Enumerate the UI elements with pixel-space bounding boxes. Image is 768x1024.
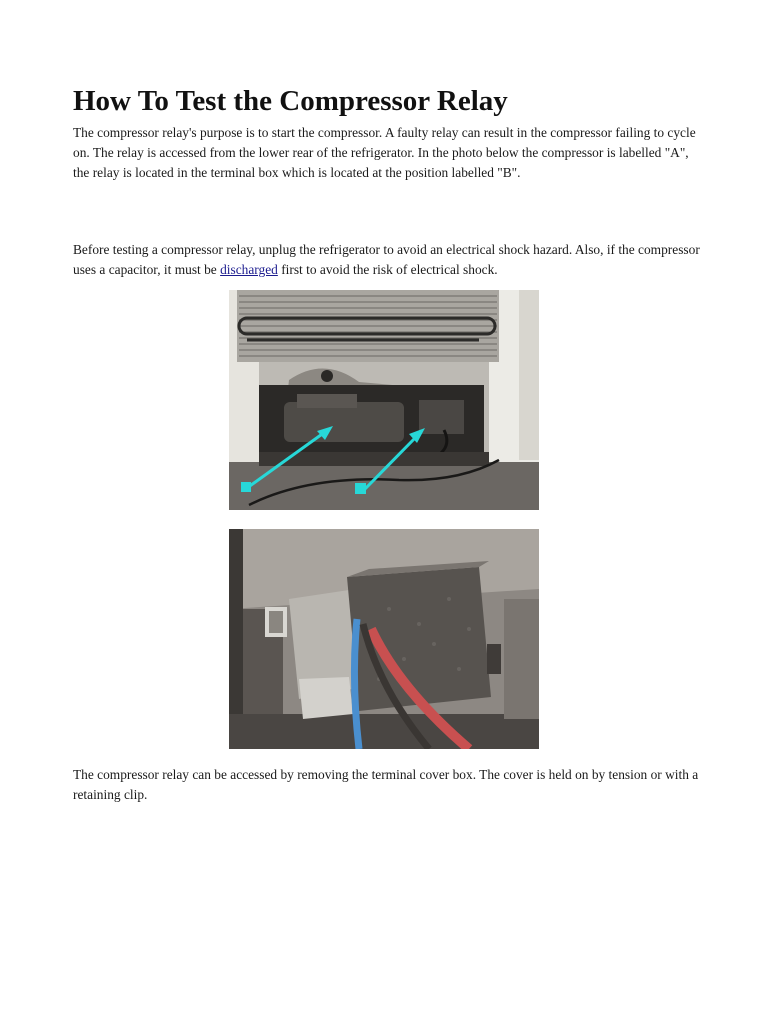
safety-text-end: first to avoid the risk of electrical shock. <box>277 262 498 278</box>
terminal-box-illustration <box>229 529 539 749</box>
page-title: How To Test the Compressor Relay <box>73 85 508 117</box>
refrigerator-rear-photo <box>229 290 539 510</box>
safety-paragraph <box>73 240 703 280</box>
intro-paragraph: The compressor relay's purpose is to start the compressor. A faulty relay can result in the compressor failing to cycle on. The relay is accessed from the lower rear of the refrigerator. In the photo below the compressor is labelled "A", the relay is located in the terminal box which is located at the position labelled "B". <box>73 125 696 181</box>
refrigerator-rear-illustration <box>229 290 539 510</box>
terminal-box-photo <box>229 529 539 749</box>
safety-text-start: Before testing a compressor relay, unplug the refrigerator to avoid an electrical shock hazard. Also, if the compressor uses a capacitor, it must be <box>73 242 700 278</box>
cover-removal-paragraph: The compressor relay can be accessed by removing the terminal cover box. The cover is held on by tension or with a retaining clip. <box>73 767 699 803</box>
discharged-link[interactable]: discharged <box>220 262 278 278</box>
